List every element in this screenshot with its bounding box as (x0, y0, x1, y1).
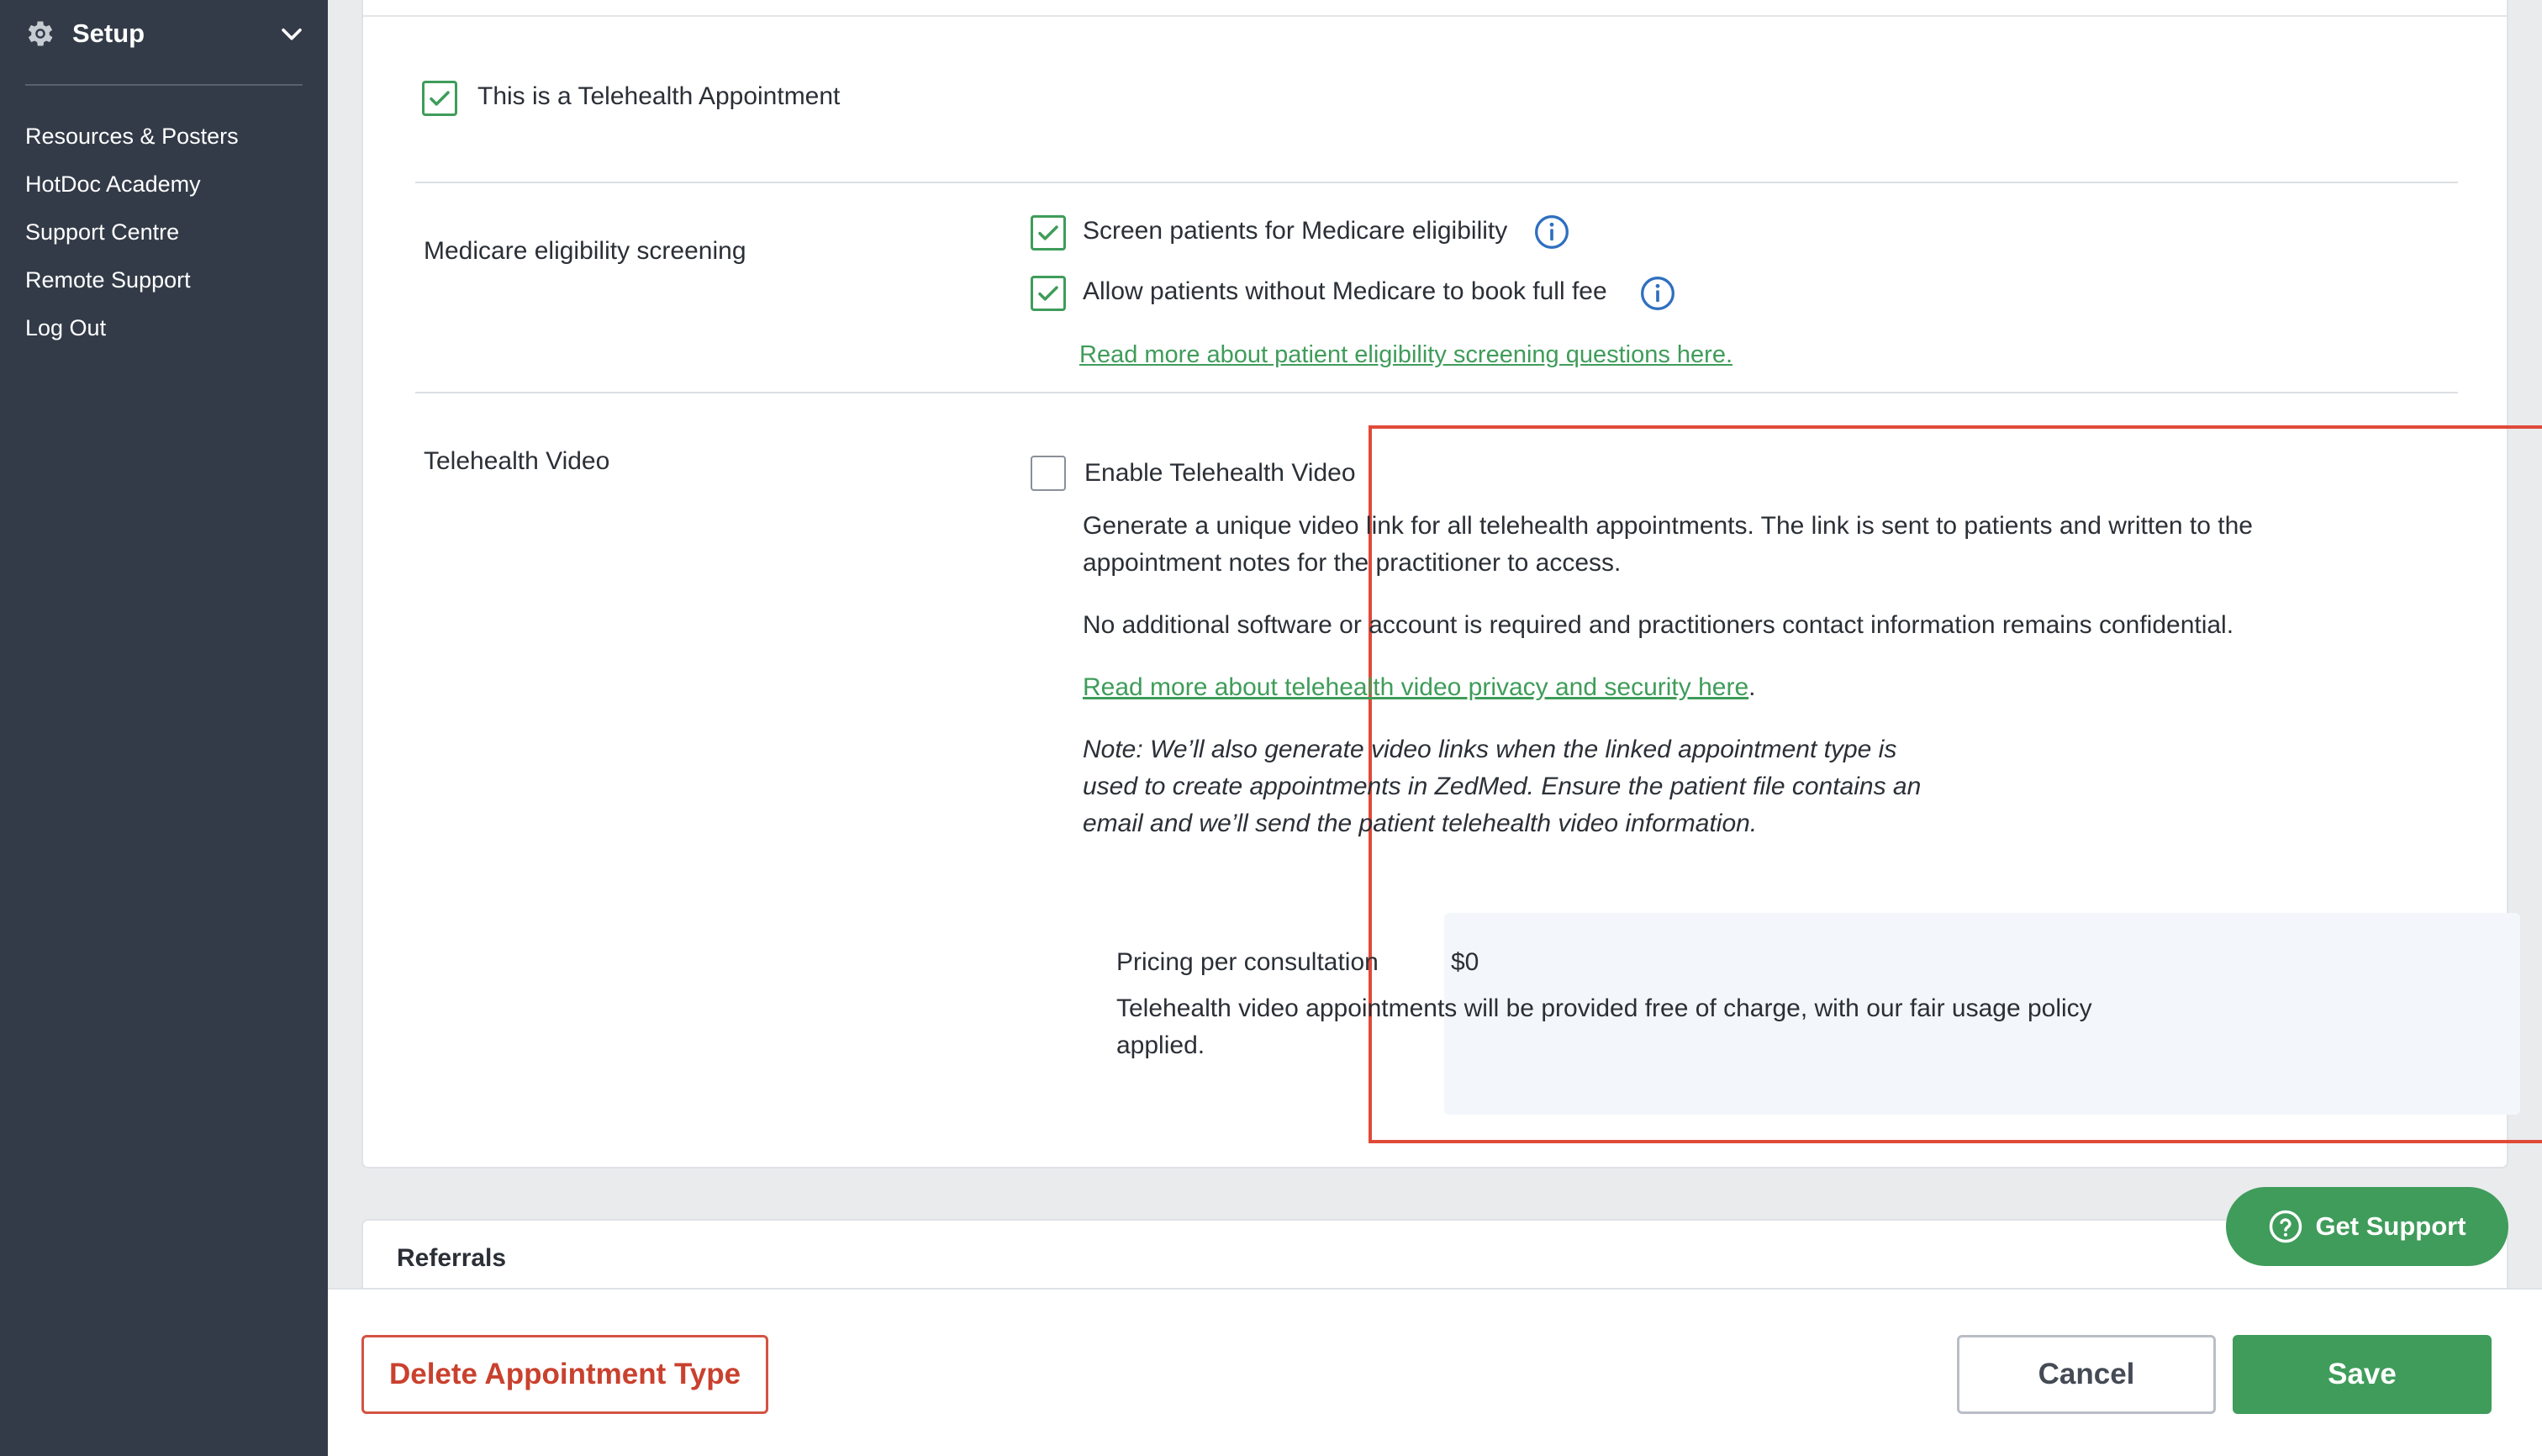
telehealth-video-section-label: Telehealth Video (424, 447, 610, 475)
telehealth-video-description: Generate a unique video link for all telehealth appointments. The link is sent to patients and written to the appointment notes for the practitioner to access. (1083, 512, 2253, 577)
save-button[interactable]: Save (2233, 1335, 2492, 1414)
checkmark-icon (1036, 281, 1061, 306)
sidebar-item-resources-posters[interactable]: Resources & Posters (25, 124, 239, 149)
setup-title: Setup (72, 18, 145, 48)
enable-telehealth-video-checkbox[interactable] (1031, 456, 1066, 491)
sidebar-nav (25, 119, 239, 359)
chevron-down-icon (277, 19, 306, 48)
card-top-divider (363, 15, 2507, 17)
info-icon[interactable] (1533, 214, 1570, 251)
pricing-value: $0 (1451, 948, 1479, 976)
pricing-note: Telehealth video appointments will be provided free of charge, with our fair usage policy applied. (1116, 994, 2092, 1059)
info-icon[interactable] (1639, 275, 1676, 312)
footer-action-bar (328, 1288, 2542, 1456)
sidebar-item-remote-support[interactable]: Remote Support (25, 267, 191, 293)
checkmark-icon (427, 86, 452, 111)
section-divider (415, 392, 2458, 393)
telehealth-appointment-label: This is a Telehealth Appointment (477, 82, 841, 110)
sidebar (0, 0, 328, 1456)
medicare-section-label: Medicare eligibility screening (424, 237, 746, 265)
privacy-link-line (1083, 669, 1755, 706)
telehealth-privacy-link[interactable]: Read more about telehealth video privacy and security here (1083, 673, 1749, 701)
sidebar-item-log-out[interactable]: Log Out (25, 315, 107, 340)
pricing-label: Pricing per consultation (1116, 948, 1379, 976)
allow-without-medicare-label: Allow patients without Medicare to book full fee (1083, 277, 1607, 305)
sidebar-item-hotdoc-academy[interactable]: HotDoc Academy (25, 171, 201, 197)
cancel-button[interactable]: Cancel (1957, 1335, 2216, 1414)
help-circle-icon (2268, 1209, 2303, 1244)
telehealth-video-no-software: No additional software or account is required and practitioners contact information remains confidential. (1083, 611, 2234, 639)
get-support-button[interactable] (2226, 1187, 2508, 1266)
appointment-type-card (361, 0, 2508, 1168)
referrals-title: Referrals (397, 1244, 507, 1272)
telehealth-appointment-checkbox[interactable] (422, 81, 457, 116)
get-support-label: Get Support (2315, 1211, 2466, 1241)
sidebar-item-support-centre[interactable]: Support Centre (25, 219, 180, 245)
privacy-link-suffix: . (1748, 673, 1756, 701)
allow-without-medicare-checkbox[interactable] (1031, 276, 1066, 311)
section-divider (415, 182, 2458, 183)
screen-medicare-checkbox[interactable] (1031, 215, 1066, 251)
gear-icon (24, 15, 61, 52)
checkmark-icon (1036, 220, 1061, 245)
enable-telehealth-video-label: Enable Telehealth Video (1084, 459, 1356, 487)
delete-appointment-type-button[interactable]: Delete Appointment Type (361, 1335, 768, 1414)
screen-medicare-label: Screen patients for Medicare eligibility (1083, 217, 1508, 245)
zedmed-note: Note: We’ll also generate video links when the linked appointment type is used to create appointments in ZedMed. Ensure the patient file contains an email and we’ll send the patient telehealth video information. (1083, 736, 1922, 837)
eligibility-screening-link[interactable]: Read more about patient eligibility screening questions here. (1079, 341, 1733, 368)
setup-menu-toggle[interactable] (24, 15, 306, 52)
sidebar-divider (25, 84, 303, 86)
